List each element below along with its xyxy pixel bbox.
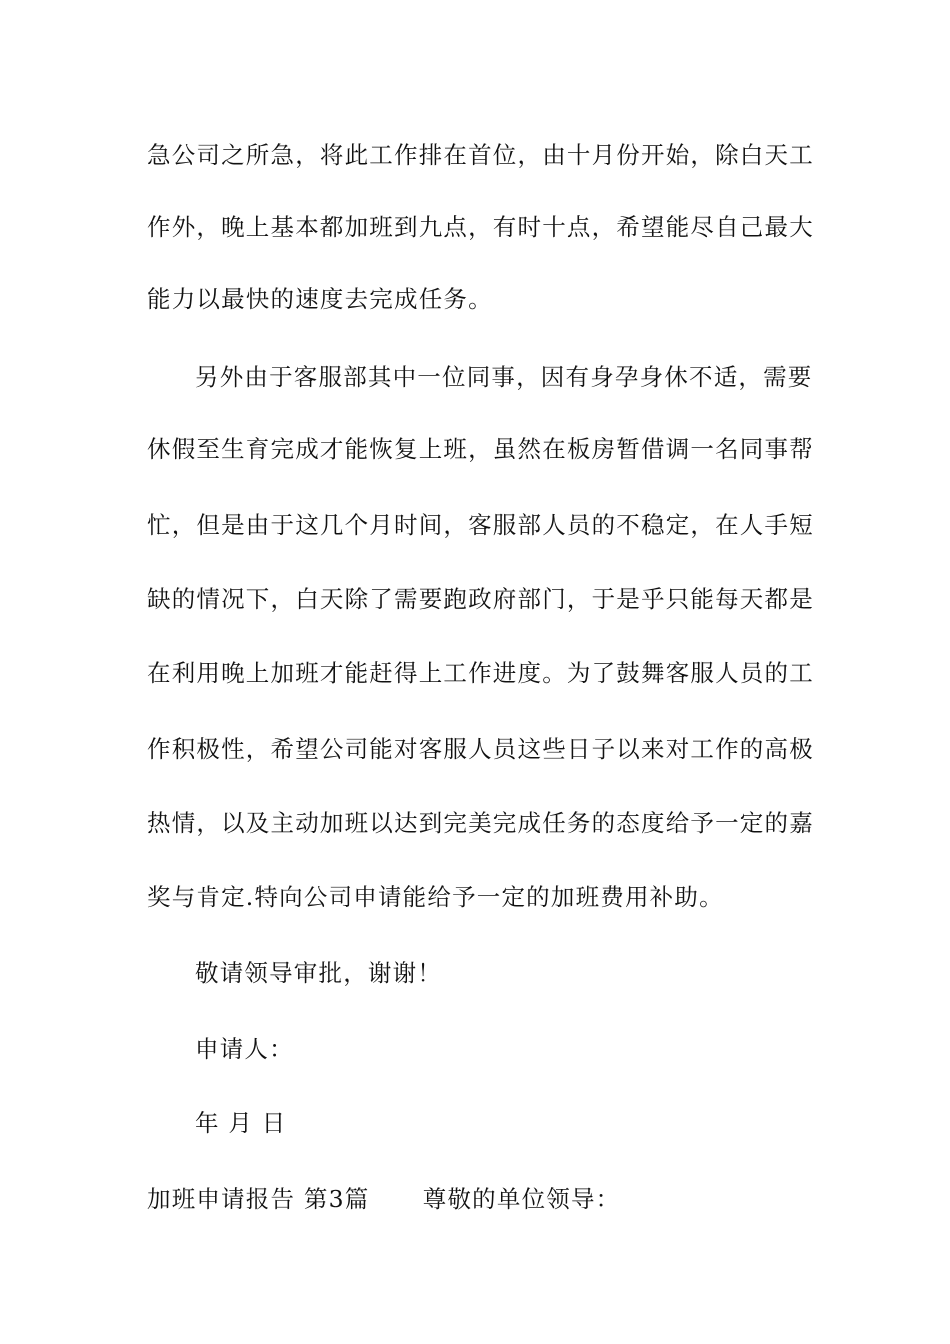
paragraph-line: 能力以最快的速度去完成任务。: [147, 285, 493, 313]
paragraph-line: 忙，但是由于这几个月时间，客服部人员的不稳定，在人手短: [147, 511, 814, 539]
date-placeholder: 年 月 日: [195, 1109, 287, 1137]
paragraph-line: 作积极性，希望公司能对客服人员这些日子以来对工作的高极: [147, 735, 814, 763]
closing-request: 敬请领导审批，谢谢！: [195, 959, 442, 987]
paragraph-line: 另外由于客服部其中一位同事，因有身孕身休不适，需要: [195, 363, 813, 391]
paragraph-line: 缺的情况下，白天除了需要跑政府部门，于是乎只能每天都是: [147, 585, 814, 613]
next-article-heading: [147, 1184, 620, 1214]
paragraph-line: 热情，以及主动加班以达到完美完成任务的态度给予一定的嘉: [147, 809, 814, 837]
applicant-label: 申请人：: [195, 1035, 294, 1063]
paragraph-line: 奖与肯定.特向公司申请能给予一定的加班费用补助。: [147, 883, 724, 911]
next-article-salutation: 尊敬的单位领导：: [422, 1185, 621, 1213]
paragraph-line: 急公司之所急，将此工作排在首位，由十月份开始，除白天工: [147, 141, 814, 169]
paragraph-line: 在利用晚上加班才能赶得上工作进度。为了鼓舞客服人员的工: [147, 659, 814, 687]
paragraph-line: 休假至生育完成才能恢复上班，虽然在板房暂借调一名同事帮: [147, 435, 814, 463]
paragraph-line: 作外，晚上基本都加班到九点，有时十点，希望能尽自己最大: [147, 213, 814, 241]
next-article-title: 加班申请报告 第3篇: [147, 1185, 370, 1213]
